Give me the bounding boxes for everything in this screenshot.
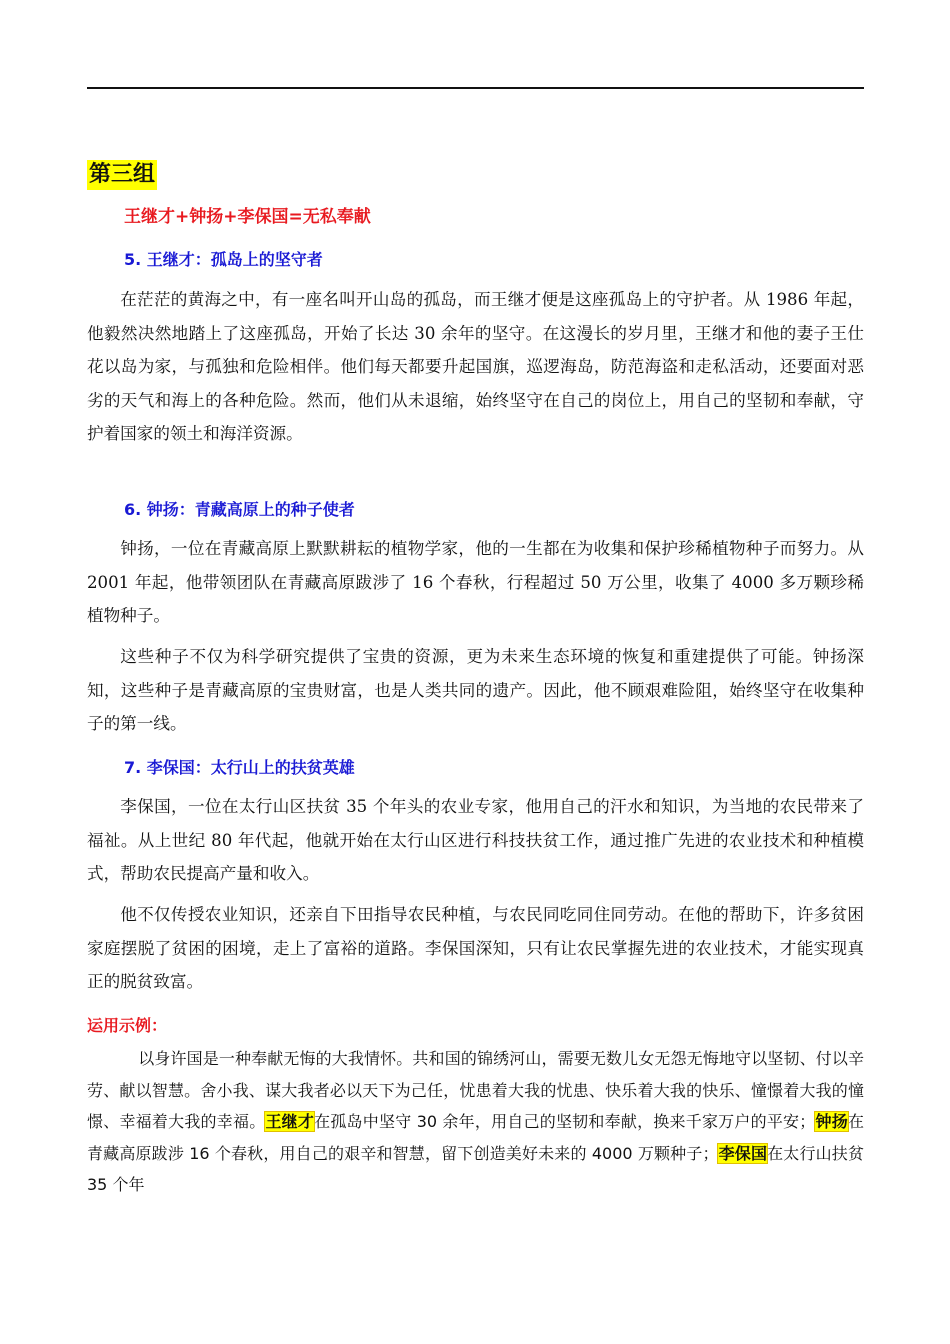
header-rule — [87, 87, 864, 89]
group-title: 第三组 — [87, 160, 157, 190]
example-paragraph — [87, 1043, 864, 1201]
paragraph-zhong-yang-1: 钟扬，一位在青藏高原上默默耕耘的植物学家，他的一生都在为收集和保护珍稀植物种子而努力。从 2001 年起，他带领团队在青藏高原跋涉了 16 个春秋，行程超过 50 万公里，收集了 4000 多万颗珍稀植物种子。 — [87, 539, 864, 625]
section-heading-7: 7. 李保国：太行山上的扶贫英雄 — [124, 758, 355, 777]
section-heading-6: 6. 钟扬：青藏高原上的种子使者 — [124, 500, 355, 519]
example-heading: 运用示例： — [87, 1016, 168, 1035]
example-text-3: 在青藏高原跋涉 16 个春秋，用自己的艰辛和智慧，留下创造美好未来的 4000 万颗种子； — [87, 1112, 864, 1163]
highlight-wang-jicai: 王继才 — [265, 1112, 315, 1131]
highlight-zhong-yang: 钟扬 — [815, 1112, 848, 1131]
paragraph-zhong-yang-2: 这些种子不仅为科学研究提供了宝贵的资源，更为未来生态环境的恢复和重建提供了可能。钟扬深知，这些种子是青藏高原的宝贵财富，也是人类共同的遗产。因此，他不顾艰难险阻，始终坚守在收集种子的第一线。 — [87, 647, 864, 733]
formula-heading: 王继才+钟扬+李保国=无私奉献 — [124, 207, 371, 227]
example-text-1: 以身许国是一种奉献无悔的大我情怀。共和国的锦绣河山，需要无数儿女无怨无悔地守以坚韧、付以辛劳、献以智慧。舍小我、谋大我者必以天下为己任，忧患着大我的忧患、快乐着大我的快乐、憧憬着大我的憧憬、幸福着大我的幸福。 — [87, 1049, 864, 1131]
paragraph-li-baoguo-1: 李保国，一位在太行山区扶贫 35 个年头的农业专家，他用自己的汗水和知识，为当地的农民带来了福祉。从上世纪 80 年代起，他就开始在太行山区进行科技扶贫工作，通过推广先进的农业技术和种植模式，帮助农民提高产量和收入。 — [87, 797, 864, 883]
highlight-li-baoguo: 李保国 — [718, 1143, 768, 1163]
paragraph-wang-jicai: 在茫茫的黄海之中，有一座名叫开山岛的孤岛，而王继才便是这座孤岛上的守护者。从 1986 年起，他毅然决然地踏上了这座孤岛，开始了长达 30 余年的坚守。在这漫长的岁月里，王继才和他的妻子王仕花以岛为家，与孤独和危险相伴。他们每天都要升起国旗，巡逻海岛，防范海盗和走私活动，还要面对恶劣的天气和海上的各种危险。然而，他们从未退缩，始终坚守在自己的岗位上，用自己的坚韧和奉献，守护着国家的领土和海洋资源。 — [87, 290, 864, 443]
section-heading-5: 5. 王继才：孤岛上的坚守者 — [124, 250, 323, 269]
example-text-4: 在太行山扶贫 35 个年 — [87, 1143, 864, 1194]
paragraph-li-baoguo-2: 他不仅传授农业知识，还亲自下田指导农民种植，与农民同吃同住同劳动。在他的帮助下，许多贫困家庭摆脱了贫困的困境，走上了富裕的道路。李保国深知，只有让农民掌握先进的农业技术，才能实现真正的脱贫致富。 — [87, 905, 864, 991]
example-text-2: 在孤岛中坚守 30 余年，用自己的坚韧和奉献，换来千家万户的平安； — [314, 1112, 816, 1131]
